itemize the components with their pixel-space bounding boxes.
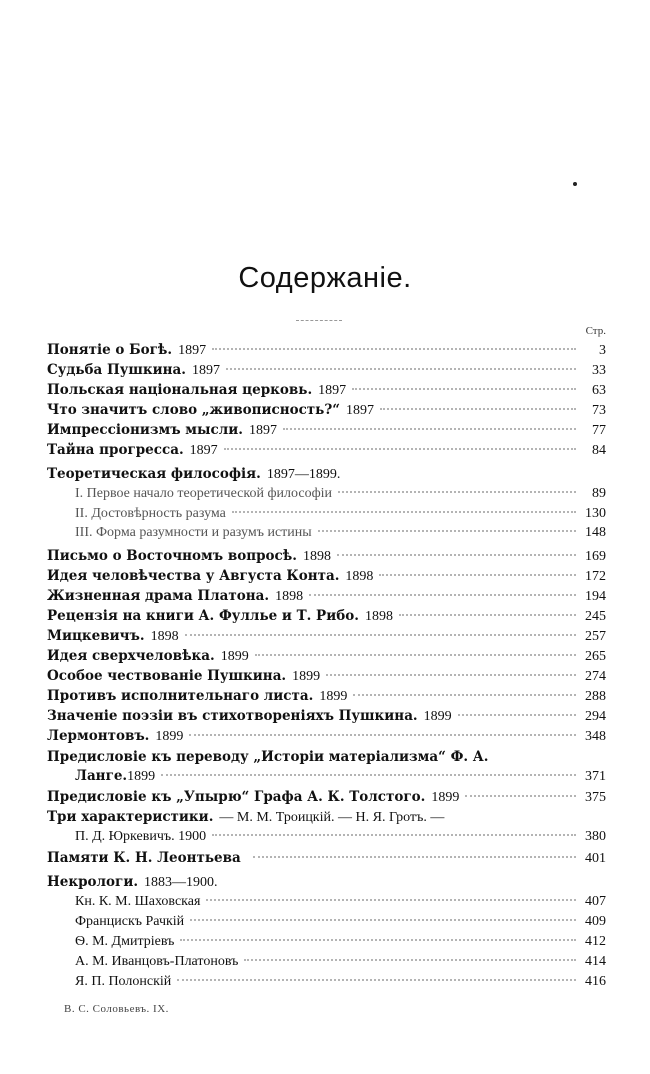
entry-subtitle: 1898 [345, 569, 374, 584]
entry-subtitle: 1899 [431, 790, 460, 805]
entry-subtitle: 1899 [423, 709, 452, 724]
entry-title: Жизненная драма Платона. [47, 588, 270, 604]
toc-entry [47, 873, 606, 892]
entry-title: Польская національная церковь. [47, 382, 313, 398]
dot-leader [337, 554, 576, 556]
entry-page-number: 172 [585, 569, 606, 584]
toc-entry [75, 973, 606, 991]
entry-page-number: 380 [585, 829, 606, 844]
entry-subtitle: Кн. К. М. Шаховская [75, 894, 201, 909]
dot-leader [380, 408, 576, 410]
dot-leader [190, 919, 576, 921]
toc-entry [75, 953, 606, 971]
entry-subtitle: 1898 [302, 549, 331, 564]
dot-leader [353, 694, 576, 696]
toc-entry [47, 567, 606, 586]
toc-entry [47, 361, 606, 380]
entry-subtitle: 1899 [127, 769, 156, 784]
toc-entry [47, 707, 606, 726]
entry-page-number: 33 [592, 363, 606, 378]
entry-page-number: 414 [585, 954, 606, 969]
entry-page-number: 409 [585, 914, 606, 929]
entry-title: Судьба Пушкина. [47, 362, 186, 378]
toc-entry [47, 421, 606, 440]
entry-subtitle: 1897—1899. [266, 467, 341, 482]
entry-title: Рецензія на книги А. Фуллье и Т. Рибо. [47, 608, 359, 624]
entry-subtitle: 1883—1900. [144, 875, 218, 890]
entry-subtitle: П. Д. Юркевичъ. 1900 [75, 829, 207, 844]
entry-page-number: 274 [585, 669, 606, 684]
entry-subtitle: 1899 [319, 689, 348, 704]
toc-entry [47, 627, 606, 646]
entry-subtitle: 1897 [192, 363, 220, 378]
entry-subtitle: А. М. Иванцовъ-Платоновъ [75, 954, 239, 969]
toc-entry [47, 849, 606, 868]
toc-entry [47, 808, 606, 827]
entry-page-number: 245 [585, 609, 606, 624]
toc-entry [47, 788, 606, 807]
dot-leader [180, 939, 576, 941]
toc-entry [47, 587, 606, 606]
dot-leader [224, 448, 576, 450]
entry-title: Теоретическая философія. [47, 466, 261, 482]
dot-leader [206, 899, 576, 901]
toc-entry [47, 465, 606, 484]
entry-subtitle: 1897 [248, 423, 277, 438]
entry-page-number: 257 [585, 629, 606, 644]
entry-title: Лермонтовъ. [47, 728, 150, 744]
dot-leader [226, 368, 576, 370]
toc-entry [47, 547, 606, 566]
entry-subtitle: 1898 [150, 629, 179, 644]
entry-subtitle: 1898 [364, 609, 393, 624]
entry-title: Некрологи. [47, 874, 139, 890]
toc-entry [75, 505, 606, 523]
dot-leader [465, 795, 576, 797]
entry-title: Особое чествованіе Пушкина. [47, 668, 287, 684]
dot-leader [161, 774, 576, 776]
entry-page-number: 73 [592, 403, 606, 418]
dot-leader [338, 491, 576, 493]
toc-entry [47, 441, 606, 460]
entry-title: Памяти К. Н. Леонтьева [47, 850, 241, 866]
entry-page-number: 148 [585, 525, 606, 540]
entry-subtitle: 1899 [220, 649, 249, 664]
dot-leader [318, 530, 576, 532]
dot-leader [177, 979, 576, 981]
dot-leader [232, 511, 576, 513]
entry-page-number: 348 [585, 729, 606, 744]
dot-leader [255, 654, 576, 656]
toc-entry [75, 893, 606, 911]
entry-page-number: 3 [599, 343, 606, 358]
entry-page-number: 265 [585, 649, 606, 664]
toc-entry [75, 933, 606, 951]
entry-page-number: 130 [585, 506, 606, 521]
entry-page-number: 294 [585, 709, 606, 724]
entry-page-number: 401 [585, 851, 606, 866]
entry-title: Импрессіонизмъ мысли. [47, 422, 243, 438]
entry-title: Значеніе поэзіи въ стихотвореніяхъ Пушкина. [47, 708, 418, 724]
entry-title: Письмо о Восточномъ вопросѣ. [47, 548, 297, 564]
entry-page-number: 89 [592, 486, 606, 501]
dot-leader [244, 959, 576, 961]
entry-title: Предисловіе къ „Упырю“ Графа А. К. Толстого. [47, 789, 426, 805]
entry-subtitle: I. Первое начало теоретической философіи [75, 486, 333, 501]
toc-entry [47, 341, 606, 360]
toc-entry [47, 727, 606, 746]
entry-title: Три характеристики. [47, 809, 214, 825]
toc-entry [75, 767, 606, 786]
entry-subtitle: Францискъ Рачкій [75, 914, 185, 929]
entry-page-number: 416 [585, 974, 606, 989]
entry-page-number: 169 [585, 549, 606, 564]
toc-entry [75, 913, 606, 931]
entry-title: Тайна прогресса. [47, 442, 184, 458]
dot-leader [212, 348, 576, 350]
toc-entry [47, 401, 606, 420]
entry-subtitle: 1897 [346, 403, 374, 418]
entry-subtitle: III. Форма разумности и разумъ истины [75, 525, 312, 540]
signature-footer: В. С. Соловьевъ. IX. [64, 1003, 169, 1015]
entry-title: Противъ исполнительнаго листа. [47, 688, 314, 704]
entry-subtitle: 1897 [189, 443, 218, 458]
entry-subtitle: 1897 [178, 343, 207, 358]
title-divider [296, 320, 342, 321]
dot-leader [283, 428, 576, 430]
entry-page-number: 194 [585, 589, 606, 604]
entry-page-number: 63 [592, 383, 606, 398]
entry-subtitle: 1899 [292, 669, 321, 684]
page-column-label: Стр. [585, 325, 606, 337]
toc-entry [47, 647, 606, 666]
entry-subtitle: Я. П. Полонскій [75, 974, 172, 989]
dot-leader [379, 574, 576, 576]
entry-title: Что значитъ слово „живописность?“ [47, 402, 340, 418]
dot-leader [212, 834, 576, 836]
ink-speck [573, 182, 577, 186]
entry-page-number: 375 [585, 790, 606, 805]
entry-subtitle: 1899 [155, 729, 184, 744]
entry-subtitle: — М. М. Троицкій. — Н. Я. Гротъ. — [219, 810, 445, 825]
dot-leader [458, 714, 576, 716]
dot-leader [326, 674, 576, 676]
entry-page-number: 84 [592, 443, 606, 458]
entry-title: Идея сверхчеловѣка. [47, 648, 215, 664]
entry-title: Мицкевичъ. [47, 628, 145, 644]
toc-entry [47, 607, 606, 626]
entry-page-number: 77 [592, 423, 606, 438]
entry-page-number: 288 [585, 689, 606, 704]
toc-entry [75, 828, 606, 846]
toc-entry [47, 667, 606, 686]
entry-subtitle: 1897 [318, 383, 347, 398]
entry-title: Идея человѣчества у Августа Конта. [47, 568, 340, 584]
dot-leader [309, 594, 576, 596]
page-title: Содержаніе. [238, 262, 412, 294]
entry-title: Понятіе о Богѣ. [47, 342, 173, 358]
entry-page-number: 371 [585, 769, 606, 784]
dot-leader [189, 734, 576, 736]
entry-title: Предисловіе къ переводу „Исторіи матеріализма“ Ф. А. [47, 749, 489, 765]
toc-entry [75, 485, 606, 503]
toc-entry [47, 748, 606, 766]
entry-subtitle: 1898 [275, 589, 304, 604]
entry-page-number: 412 [585, 934, 606, 949]
entry-subtitle: Ѳ. М. Дмитріевъ [75, 934, 175, 949]
toc-entry [47, 381, 606, 400]
entry-subtitle: II. Достовѣрность разума [75, 506, 226, 521]
dot-leader [253, 856, 576, 858]
toc-entry [47, 687, 606, 706]
dot-leader [185, 634, 576, 636]
entry-title: Ланге. [75, 768, 128, 784]
dot-leader [352, 388, 576, 390]
entry-page-number: 407 [585, 894, 606, 909]
dot-leader [399, 614, 576, 616]
toc-entry [75, 524, 606, 542]
